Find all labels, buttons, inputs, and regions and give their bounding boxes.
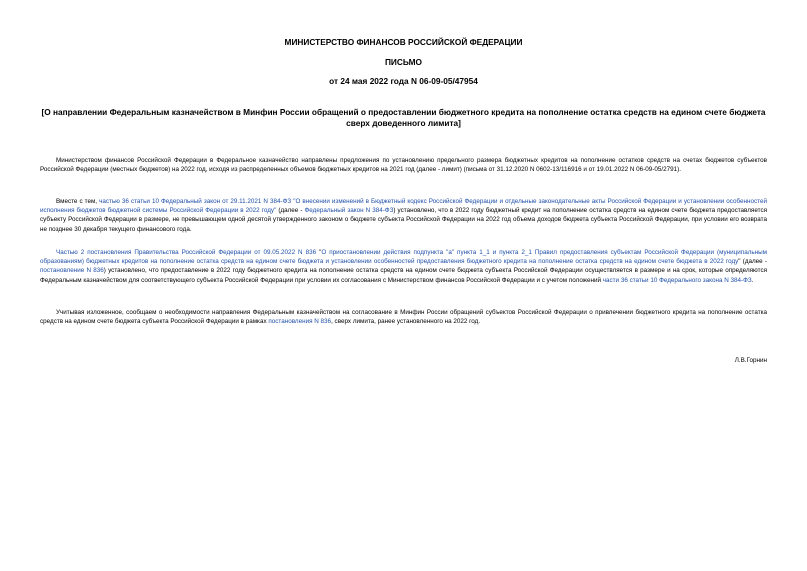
link-resolution-836-title[interactable]: О приостановлении действия подпункта "а" пункта 1_1 и пункта 2_1 Правил предоставления субъектам Российской Федерации (муниципальным образованиям) бюджетных кредитов на пополнение остатка средств на едином счете бюджета и установлении особенностей предоставления бюджетного кредита на пополнение остатка средств на едином счете бюджета в 2022 году [40,249,767,266]
paragraph-2 [40,197,767,234]
paragraph-4-text-2: , сверх лимита, ранее установленного на 2022 год. [331,318,481,326]
paragraph-2-text-2: (далее - [276,207,305,215]
document-date-number: от 24 мая 2022 года N 06-09-05/47954 [329,76,478,86]
signature: Л.В.Горнин [734,357,767,364]
link-resolution-836-ref[interactable]: постановления N 836 [268,318,332,326]
paragraph-1: Министерством финансов Российской Федерации в Федеральное казначейство направлены предложения по установлению предельного размера бюджетных кредитов на пополнение остатков средств на счетах бюджетов субъектов Российской Федерации (местных бюджетов) на 2022 год, исходя из распределенных объемов бюджетных кредитов на 2021 год (далее - лимит) (письма от 31.12.2020 N 0602-13/116916 и от 19.01.2022 N 06-09-05/2791). [40,157,767,174]
paragraph-2-text-1: Вместе с тем, [56,198,100,205]
paragraph-3-text-4: . [751,276,754,284]
link-resolution-836[interactable]: постановление N 836 [40,267,104,275]
paragraph-3 [40,248,767,285]
paragraph-3-text-3: ) установлено, что предоставление в 2022 году бюджетного кредита на пополнение остатка средств на едином счете бюджета субъекта Российской Федерации осуществляется в размере и на срок, которые определяются Федеральным казначейством для соответствующего субъекта Российской Федерации при условии их согласования с Министерством финансов Российской Федерации и с учетом положений [40,267,767,284]
link-resolution-836-part-2[interactable]: Частью 2 постановления Правительства Российской Федерации от 09.05.2022 N 836 [56,249,317,256]
paragraph-4 [40,308,767,326]
paragraph-3-text-1: " [316,249,322,256]
document-type: ПИСЬМО [384,57,423,67]
link-law-384-fz[interactable]: Федеральный закон N 384-ФЗ [304,207,394,215]
paragraph-2-text-3: ) установлено, что в 2022 году бюджетный кредит на пополнение остатка средств на едином счете бюджета предоставляется субъекту Российской Федерации в размере, не превышающем одной десятой утвержденного законом о бюджете субъекта Российской Федерации на 2022 год объема доходов бюджета субъекта Российской Федерации, при условии его возврата не позднее 30 декабря текущего финансового года. [40,207,768,233]
paragraph-4-text-1: Учитывая изложенное, сообщаем о необходимости направления Федеральным казначейством на согласование в Минфин России обращений субъектов Российской Федерации о привлечении бюджетного кредита на пополнение остатка средств на едином счете бюджета субъекта Российской Федерации в рамках [40,309,767,326]
paragraph-3-text-2: " (далее - [738,258,767,266]
link-law-384-fz-part-36[interactable]: части 36 статьи 10 Федерального закона N 384-ФЗ [602,276,752,284]
document-topic: [О направлении Федеральным казначейством в Минфин России обращений о предоставлении бюджетного кредита на пополнение остатка средств на едином счете бюджета сверх доведенного лимита] [41,107,766,128]
ministry-heading: МИНИСТЕРСТВО ФИНАНСОВ РОССИЙСКОЙ ФЕДЕРАЦИИ [284,37,523,47]
link-law-384-fz-article-10[interactable]: частью 36 статьи 10 Федеральный закон от 29.11.2021 N 384-ФЗ "О внесении изменений в Бюджетный кодекс Российской Федерации и отдельные законодательные акты Российской Федерации и установлении особенностей исполнения бюджетов бюджетной системы Российской Федерации в 2022 году" [40,198,767,215]
